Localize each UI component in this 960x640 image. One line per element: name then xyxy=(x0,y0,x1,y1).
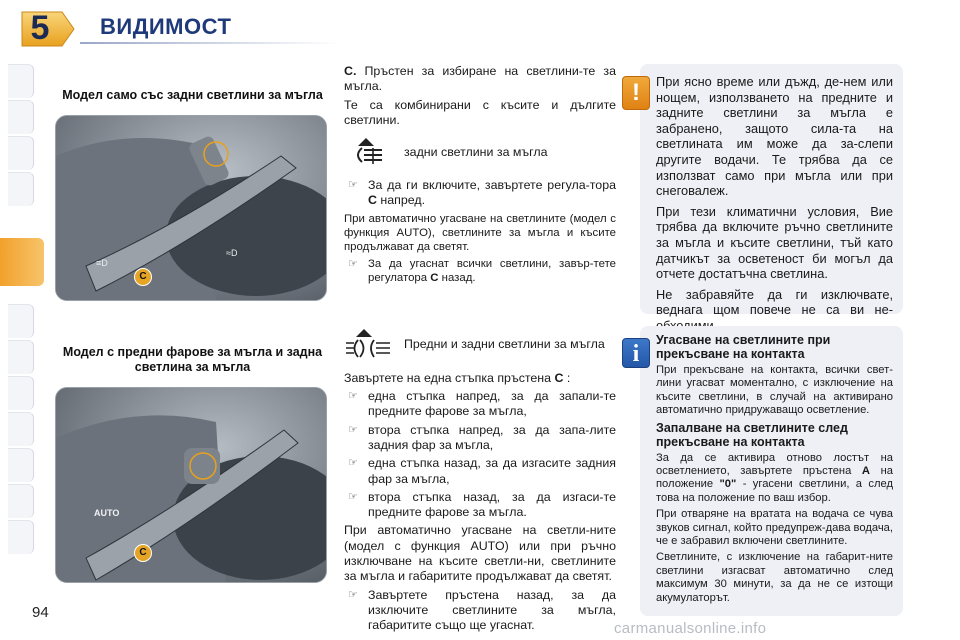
section-tab[interactable] xyxy=(8,100,34,134)
section-tab[interactable] xyxy=(8,304,34,338)
info-p3: При отваряне на вратата на водача се чува звуков сигнал, който предупреж-дава водача, че е забравил включени светлините. xyxy=(656,508,893,548)
warning-box xyxy=(640,64,903,318)
front-auto-text: При автоматично угасване на светли-ните (модел с функция AUTO) или при ръчно изключване на късите светли-ни, светлините за мъгла и габаритите продължават да светят. xyxy=(344,523,616,584)
stalk-photo-front-rear-fog xyxy=(55,387,327,583)
exclamation-icon: ! xyxy=(622,76,650,110)
chapter-number: 5 xyxy=(30,9,50,47)
rear-fog-row xyxy=(344,134,616,170)
svg-text:≈D: ≈D xyxy=(226,248,238,258)
warning-p2: При тези климатични условия, Вие трябва да включите ръчно светлините за мъгла и късите светлини, тъй като датчикът за осветеност би могъл да отчете достатъчна светлина. xyxy=(656,203,893,282)
section-tab[interactable] xyxy=(8,448,34,482)
bullet-rear-on: ☞ За да ги включите, завъртете регула-тора C напред. xyxy=(348,178,616,208)
section-tab[interactable] xyxy=(8,172,34,206)
section-tab[interactable] xyxy=(8,520,34,554)
warning-p3: Не забравяйте да ги изключвате, веднага щом повече не са ви не- xyxy=(656,286,893,318)
ring-letter: C xyxy=(368,193,377,208)
info-p1: При прекъсване на контакта, всички свет-лини угасват моментално, с изключение на късите светлини, в случай на активирано автоматично придружаващо осветление. xyxy=(656,364,893,417)
model1-caption: Модел само със задни светлини за мъгла xyxy=(62,88,323,102)
info-icon: i xyxy=(622,338,650,368)
rear-auto-text: При автоматично угасване на светлините (модел с функция AUTO), светлините за мъгла и късите продължават да светят. xyxy=(344,212,616,253)
pointer-icon: ☞ xyxy=(348,179,358,192)
left-column xyxy=(55,88,330,583)
intro-paragraph xyxy=(344,64,616,95)
stalk-photo-rear-fog xyxy=(55,115,327,301)
section-tab[interactable] xyxy=(8,136,34,170)
bullet-rear-off: ☞ За да угаснат всички светлини, завър-тете регулатора C назад. xyxy=(348,257,616,284)
stalk-illustration xyxy=(56,388,327,583)
info-p4: Светлините, с изключение на габарит-ните светлини изгасват автоматично след максимум 30 минути, за да не се изтощи акумулаторът. xyxy=(656,551,893,604)
warning-p1: При ясно време или дъжд, де-нем или нощем, използването на предните и задните светлини за мъгла е забранено, защото сила-та на светлината им може да за-слепи другите водачи. Те трябва да се използват само при мъгла или при снеговалеж. xyxy=(656,74,893,199)
ring-letter: C xyxy=(554,370,564,385)
info-heading-2: Запалване на светлините след прекъсване на контакта xyxy=(656,420,848,449)
section-tab-active[interactable] xyxy=(0,238,44,286)
pointer-icon: ☞ xyxy=(348,588,358,601)
front-rear-fog-label: Предни и задни светлини за мъгла xyxy=(404,337,605,352)
model2-caption: Модел с предни фарове за мъгла и задна светлина за мъгла xyxy=(62,345,323,374)
watermark: carmanualsonline.info xyxy=(614,620,767,637)
info-p2: За да се активира отново лостът на осветлението, завъртете пръстена A на положение "0" - угасени светлини, а след това на положение по ваш избор. xyxy=(656,451,894,504)
section-tab[interactable] xyxy=(8,64,34,98)
front-rear-fog-row xyxy=(344,327,616,363)
section-tab[interactable] xyxy=(8,412,34,446)
rear-fog-label: задни светлини за мъгла xyxy=(404,144,548,159)
bullet-step2: ☞ втора стъпка напред, за да запа-лите задния фар за мъгла, xyxy=(348,422,616,452)
combined-text: Те са комбинирани с късите и дългите светлини. xyxy=(344,97,616,127)
front-rear-fog-lamp-icon xyxy=(344,327,396,363)
title-rule xyxy=(80,42,340,44)
ring-letter: C xyxy=(430,271,439,284)
turn-step-text: Завъртете на една стъпка пръстена C : xyxy=(344,370,571,385)
page-number: 94 xyxy=(32,604,49,621)
svg-text:≡D: ≡D xyxy=(96,258,108,268)
pointer-icon: ☞ xyxy=(348,490,358,503)
bullet-step3: ☞ една стъпка назад, за да изгасите задния фар за мъгла, xyxy=(348,456,616,486)
intro-text: Пръстен за избиране на светлини-те за мъгла. xyxy=(344,64,616,94)
rear-fog-lamp-icon xyxy=(344,134,396,170)
callout-c: C xyxy=(134,268,152,286)
section-tab[interactable] xyxy=(8,340,34,374)
auto-label: AUTO xyxy=(94,508,120,518)
section-tab[interactable] xyxy=(8,376,34,410)
intro-bold: C. xyxy=(344,64,357,78)
bullet-front-off: ☞ Завъртете пръстена назад, за да изключите светлините за мъгла, габаритите също ще угаснат. xyxy=(348,587,616,633)
page-title: ВИДИМОСТ xyxy=(100,14,232,39)
pointer-icon: ☞ xyxy=(348,457,358,470)
section-tab[interactable] xyxy=(8,484,34,518)
bullet-step4: ☞ втора стъпка назад, за да изгаси-те предните фарове за мъгла. xyxy=(348,489,616,520)
info-box xyxy=(640,326,903,616)
info-heading-1: Угасване на светлините при прекъсване на контакта xyxy=(656,333,831,361)
bullet-step1: ☞ една стъпка напред, за да запали-те предните фарове за мъгла, xyxy=(348,389,616,419)
stalk-illustration xyxy=(56,116,327,301)
pointer-icon: ☞ xyxy=(348,390,358,403)
pointer-icon: ☞ xyxy=(348,257,358,270)
callout-c: C xyxy=(134,544,152,562)
pointer-icon: ☞ xyxy=(348,423,358,436)
middle-column xyxy=(344,64,616,637)
